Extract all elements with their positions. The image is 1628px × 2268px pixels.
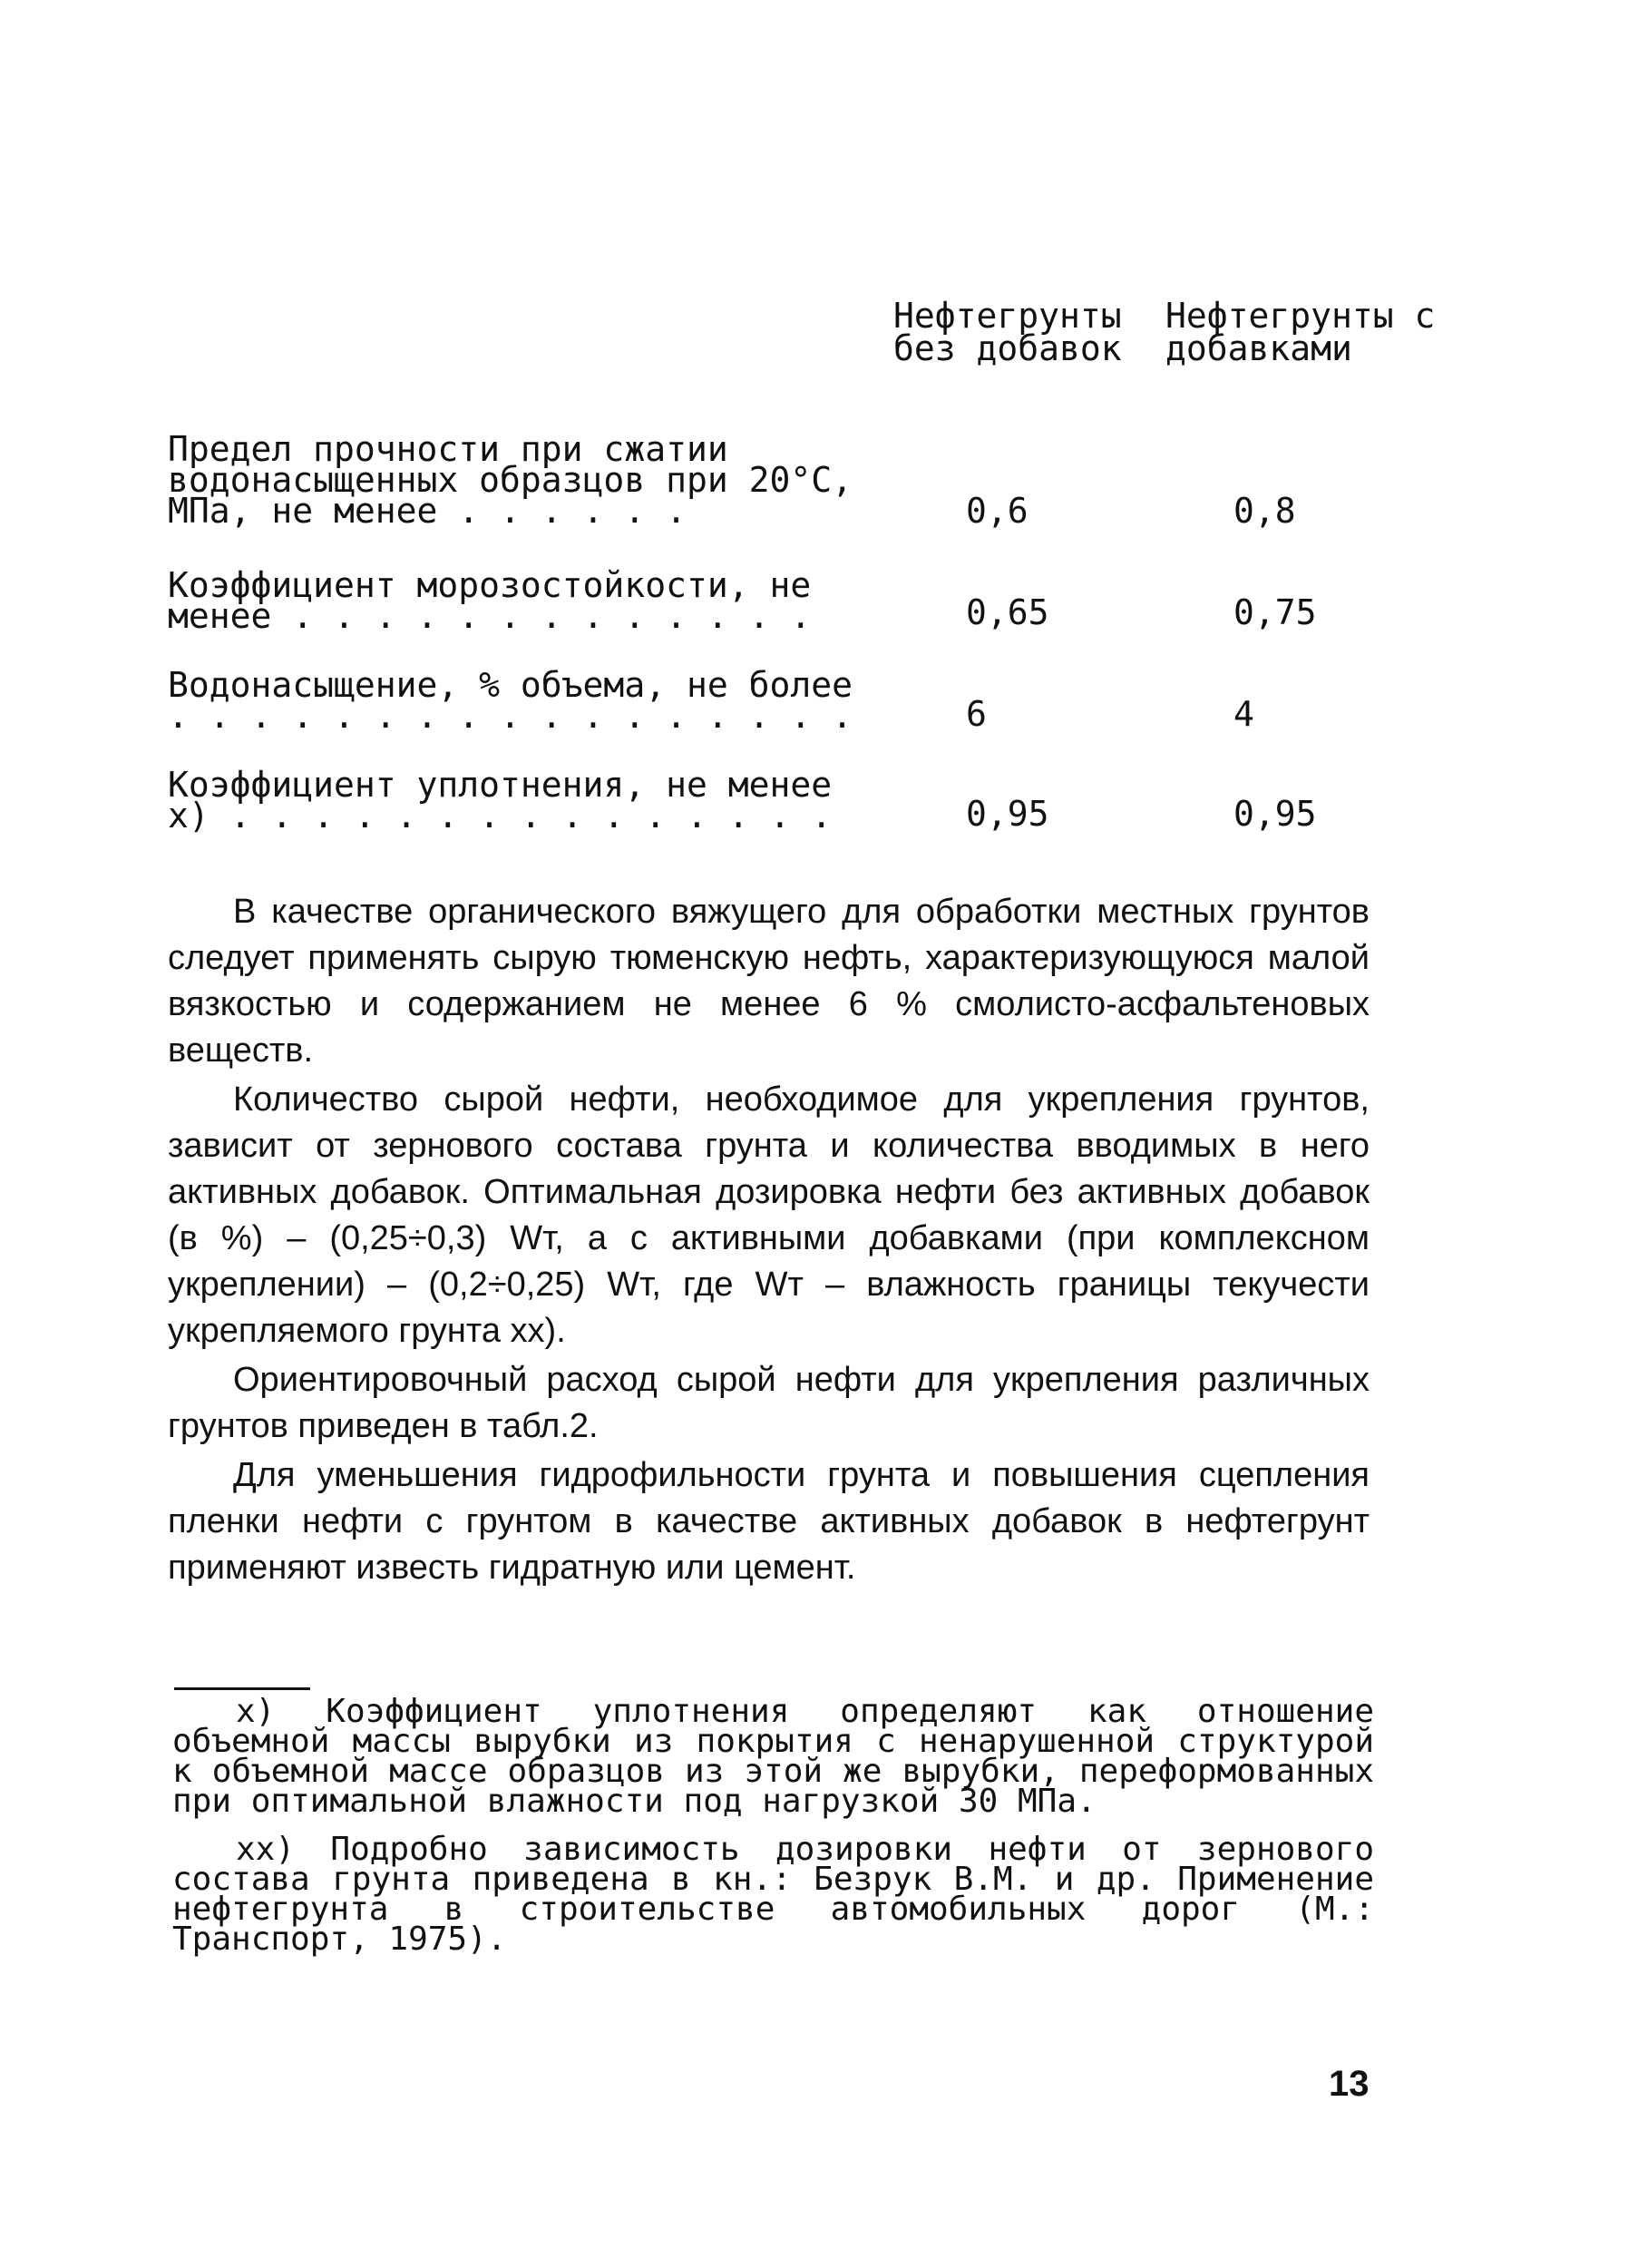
table-cell-value: 0,65 [966, 592, 1049, 632]
paragraph-consumption: Ориентировочный расход сырой нефти для укрепления различных грунтов приведен в табл.2. [168, 1361, 1370, 1445]
table-header-without-additives: Нефтегрунты без добавок [893, 296, 1122, 368]
footnote-separator [174, 1687, 310, 1690]
table-row [168, 765, 1438, 836]
table-row [168, 565, 1438, 636]
table-row-label: Коэффициент морозостойкости, не менее . . . . . . . . . . . . . [168, 565, 812, 636]
paragraph-additives: Для уменьшения гидрофильности грунта и повышения сцепления пленки нефти с грунтом в качестве активных добавок в нефтегрунт применяют известь гидратную или цемент. [168, 1456, 1370, 1587]
paragraph-binder: В качестве органического вяжущего для обработки местных грунтов следует применять сырую тюменскую нефть, характеризующуюся малой вязкостью и содержанием не менее 6 % смолисто-асфальтеновых веществ. [168, 893, 1370, 1070]
table-cell-value: 0,8 [1233, 491, 1296, 531]
table-row-label: Коэффициент уплотнения, не менее x) . . . . . . . . . . . . . . . [168, 765, 833, 836]
table-cell-value: 6 [966, 694, 987, 734]
footnote-compaction: x) Коэффициент уплотнения определяют как отношение объемной массы вырубки из покрытия с ненарушенной структурой к объемной массе образцов из этой же вырубки, переформованных при оптимальной влажности под нагрузкой 30 МПа. [172, 1693, 1374, 1820]
table-cell-value: 4 [1233, 694, 1254, 734]
table-cell-value: 0,75 [1233, 592, 1317, 632]
table-cell-value: 0,95 [1233, 794, 1317, 834]
paragraph-dosage: Количество сырой нефти, необходимое для укрепления грунтов, зависит от зернового состава грунта и количества вводимых в него активных добавок. Оптимальная дозировка нефти без активных добавок (в %) – (0,25÷0,3) Wт, а с активными добавками (при комплексном укреплении) – (0,2÷0,25) Wт, где Wт – влажность границы текучести укрепляемого грунта xx). [168, 1080, 1370, 1350]
page-number: 13 [1329, 2064, 1370, 2104]
table-cell-value: 0,95 [966, 794, 1049, 834]
table-row [168, 665, 1438, 736]
table-row [168, 429, 1438, 533]
table-header-with-additives: Нефтегрунты с добавками [1165, 296, 1436, 368]
table-row-label: Предел прочности при сжатии водонасыщенных образцов при 20°С, МПа, не менее . . . . . . [168, 429, 853, 531]
body-text [168, 889, 1370, 1594]
table-cell-value: 0,6 [966, 491, 1028, 531]
footnotes [172, 1693, 1374, 1972]
footnote-reference: xx) Подробно зависимость дозировки нефти от зернового состава грунта приведена в кн.: Безрук В.М. и др. Применение нефтегрунта в строительстве автомобильных дорог (М.: Транспорт, 1975). [172, 1831, 1374, 1958]
table-row-label: Водонасыщение, % объема, не более . . . . . . . . . . . . . . . . . [168, 665, 853, 736]
